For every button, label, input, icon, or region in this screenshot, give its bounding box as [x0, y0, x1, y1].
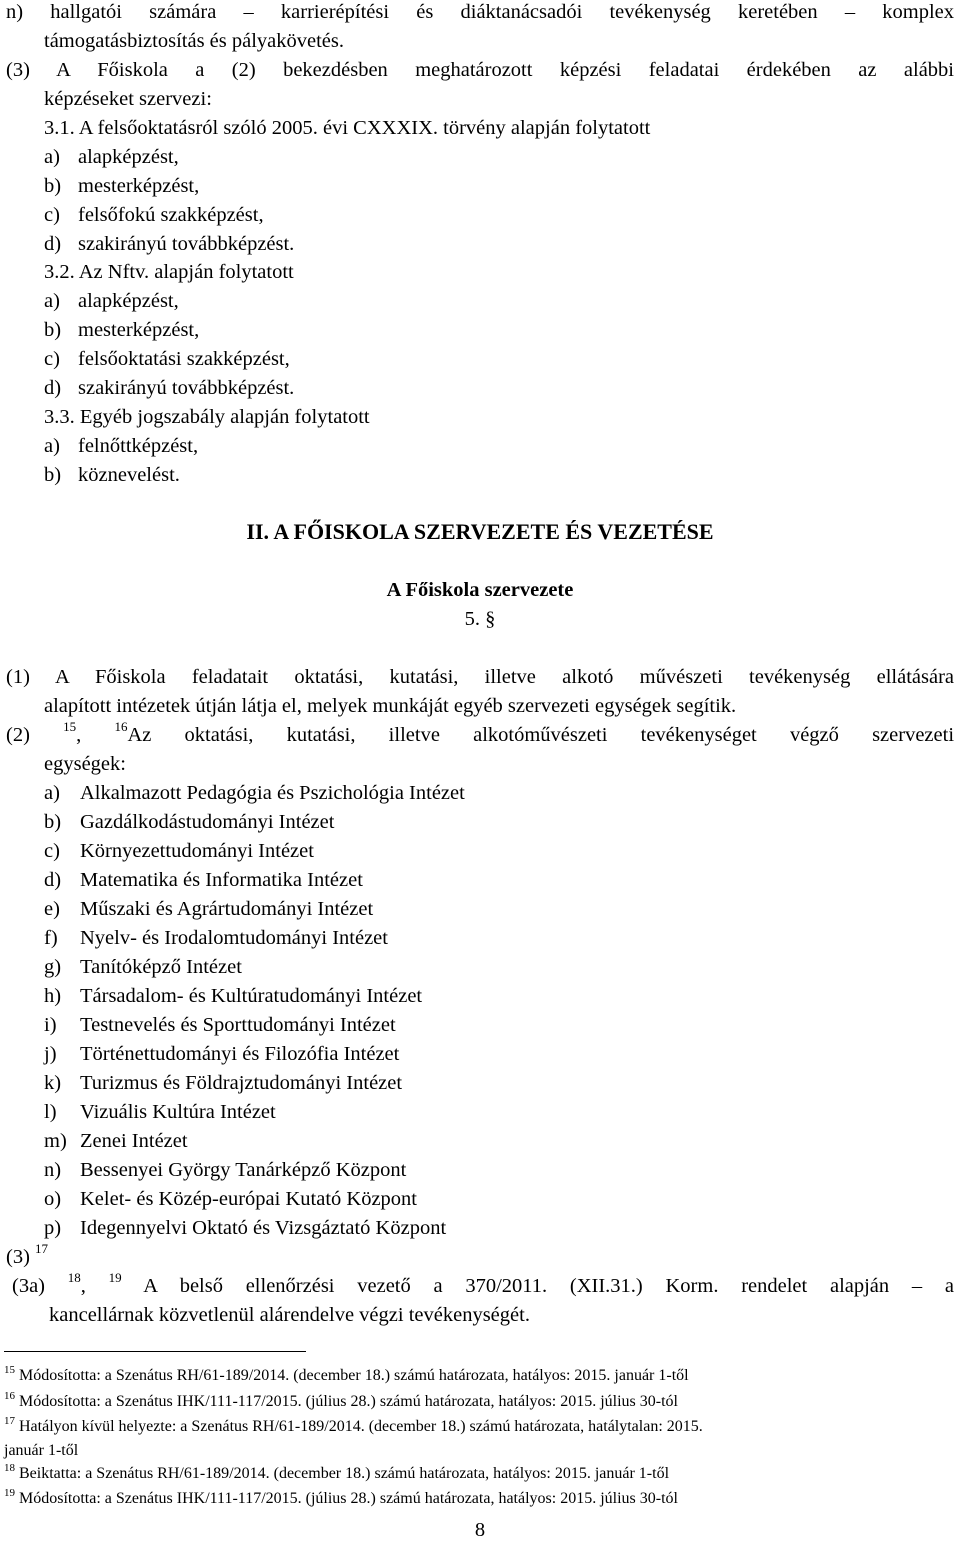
s31-item-c: c) felsőfokú szakképzést, — [44, 204, 264, 226]
chapter-title: II. A FŐISKOLA SZERVEZETE ÉS VEZETÉSE — [246, 519, 714, 544]
s32-item-d: d) szakirányú továbbképzést. — [44, 377, 295, 399]
paragraph-3-line2: képzéseket szervezi: — [44, 88, 212, 110]
s31-item-a: a) alapképzést, — [44, 146, 179, 168]
section-3-2-title: 3.2. Az Nftv. alapján folytatott — [44, 261, 294, 283]
list-item: n) Bessenyei György Tanárképző Központ — [44, 1159, 407, 1181]
paragraph-2-line1: (2) $^{15}$, $^{16}$Az oktatási, kutatási, illetve alkotóművészeti tevékenységet végző szervezeti — [6, 719, 955, 746]
footnote-18: $^{18}$ Beiktatta: a Szenátus RH/61-189/2014. (december 18.) számú határozata, hatályos: 2015. január 1-től — [4, 1462, 670, 1482]
list-item: h) Társadalom- és Kultúratudományi Intézet — [44, 985, 423, 1007]
list-item: f) Nyelv- és Irodalomtudományi Intézet — [44, 927, 388, 949]
list-item: k) Turizmus és Földrajztudományi Intézet — [44, 1072, 403, 1094]
list-item: a) Alkalmazott Pedagógia és Pszichológia Intézet — [44, 782, 465, 804]
list-item: o) Kelet- és Közép-európai Kutató Központ — [44, 1188, 417, 1210]
s31-item-d: d) szakirányú továbbképzést. — [44, 233, 295, 255]
section-title: A Főiskola szervezete — [386, 579, 574, 601]
paragraph-2-line2: egységek: — [44, 753, 126, 775]
paragraph-3-line1: (3) A Főiskola a (2) bekezdésben meghatározott képzési feladatai érdekében az alábbi — [6, 59, 954, 81]
footnote-ref-17[interactable]: 17 — [35, 1241, 49, 1256]
paragraph-1-line2: alapított intézetek útján látja el, melyek munkáját egyéb szervezeti egységek segítik. — [44, 695, 737, 717]
footnote-17: $^{17}$ Hatályon kívül helyezte: a Szenátus RH/61-189/2014. (december 18.) számú határozata, hatálytalan: 2015. — [4, 1415, 703, 1435]
footnote-ref-18[interactable]: 18 — [67, 1270, 81, 1285]
section-3-1-title: 3.1. A felsőoktatásról szóló 2005. évi CXXXIX. törvény alapján folytatott — [44, 117, 651, 139]
page-number: 8 — [474, 1519, 486, 1541]
item-n-line1: n) hallgatói számára – karrierépítési és diáktanácsadói tevékenység keretében – komplex — [6, 1, 954, 23]
paragraph-3a-line2: kancellárnak közvetlenül alárendelve végzi tevékenységét. — [49, 1304, 530, 1326]
list-item: p) Idegennyelvi Oktató és Vizsgáztató Központ — [44, 1217, 447, 1239]
list-item: e) Műszaki és Agrártudományi Intézet — [44, 898, 374, 920]
footnote-ref-15[interactable]: 15 — [63, 719, 77, 734]
list-item: c) Környezettudományi Intézet — [44, 840, 314, 862]
footnote-19: $^{19}$ Módosította: a Szenátus IHK/111-117/2015. (július 28.) számú határozata, hatályos: 2015. július 30-tól — [4, 1487, 678, 1507]
section-3-3-title: 3.3. Egyéb jogszabály alapján folytatott — [44, 406, 370, 428]
list-item: m) Zenei Intézet — [44, 1130, 188, 1152]
footnote-ref-16[interactable]: 16 — [114, 719, 128, 734]
footnote-16: $^{16}$ Módosította: a Szenátus IHK/111-117/2015. (július 28.) számú határozata, hatályos: 2015. július 30-tól — [4, 1390, 678, 1410]
footnote-ref-19[interactable]: 19 — [108, 1270, 122, 1285]
s32-item-a: a) alapképzést, — [44, 290, 179, 312]
s32-item-b: b) mesterképzést, — [44, 319, 200, 341]
list-item: b) Gazdálkodástudományi Intézet — [44, 811, 335, 833]
footnote-separator — [4, 1351, 306, 1352]
paragraph-3a-line1: (3a) $^{18}$, $^{19}$ A belső ellenőrzési vezető a 370/2011. (XII.31.) Korm. rendelet alapján – a — [12, 1270, 955, 1297]
s32-item-c: c) felsőoktatási szakképzést, — [44, 348, 290, 370]
footnote-17-cont: január 1-től — [4, 1442, 79, 1459]
list-item: d) Matematika és Informatika Intézet — [44, 869, 363, 891]
item-n-line2: támogatásbiztosítás és pályakövetés. — [44, 30, 345, 52]
s33-item-b: b) köznevelést. — [44, 464, 180, 486]
list-item: g) Tanítóképző Intézet — [44, 956, 242, 978]
list-item: j) Történettudományi és Filozófia Intézet — [44, 1043, 400, 1065]
paragraph-3-repealed: (3) $^{17}$ — [6, 1241, 49, 1268]
paragraph-1-line1: (1) A Főiskola feladatait oktatási, kutatási, illetve alkotó művészeti tevékenység ellátására — [6, 666, 954, 688]
list-item: l) Vizuális Kultúra Intézet — [44, 1101, 276, 1123]
section-number: 5. § — [464, 608, 496, 630]
footnote-15: $^{15}$ Módosította: a Szenátus RH/61-189/2014. (december 18.) számú határozata, hatályos: 2015. január 1-től — [4, 1364, 689, 1384]
list-item: i) Testnevelés és Sporttudományi Intézet — [44, 1014, 396, 1036]
s31-item-b: b) mesterképzést, — [44, 175, 200, 197]
s33-item-a: a) felnőttképzést, — [44, 435, 199, 457]
